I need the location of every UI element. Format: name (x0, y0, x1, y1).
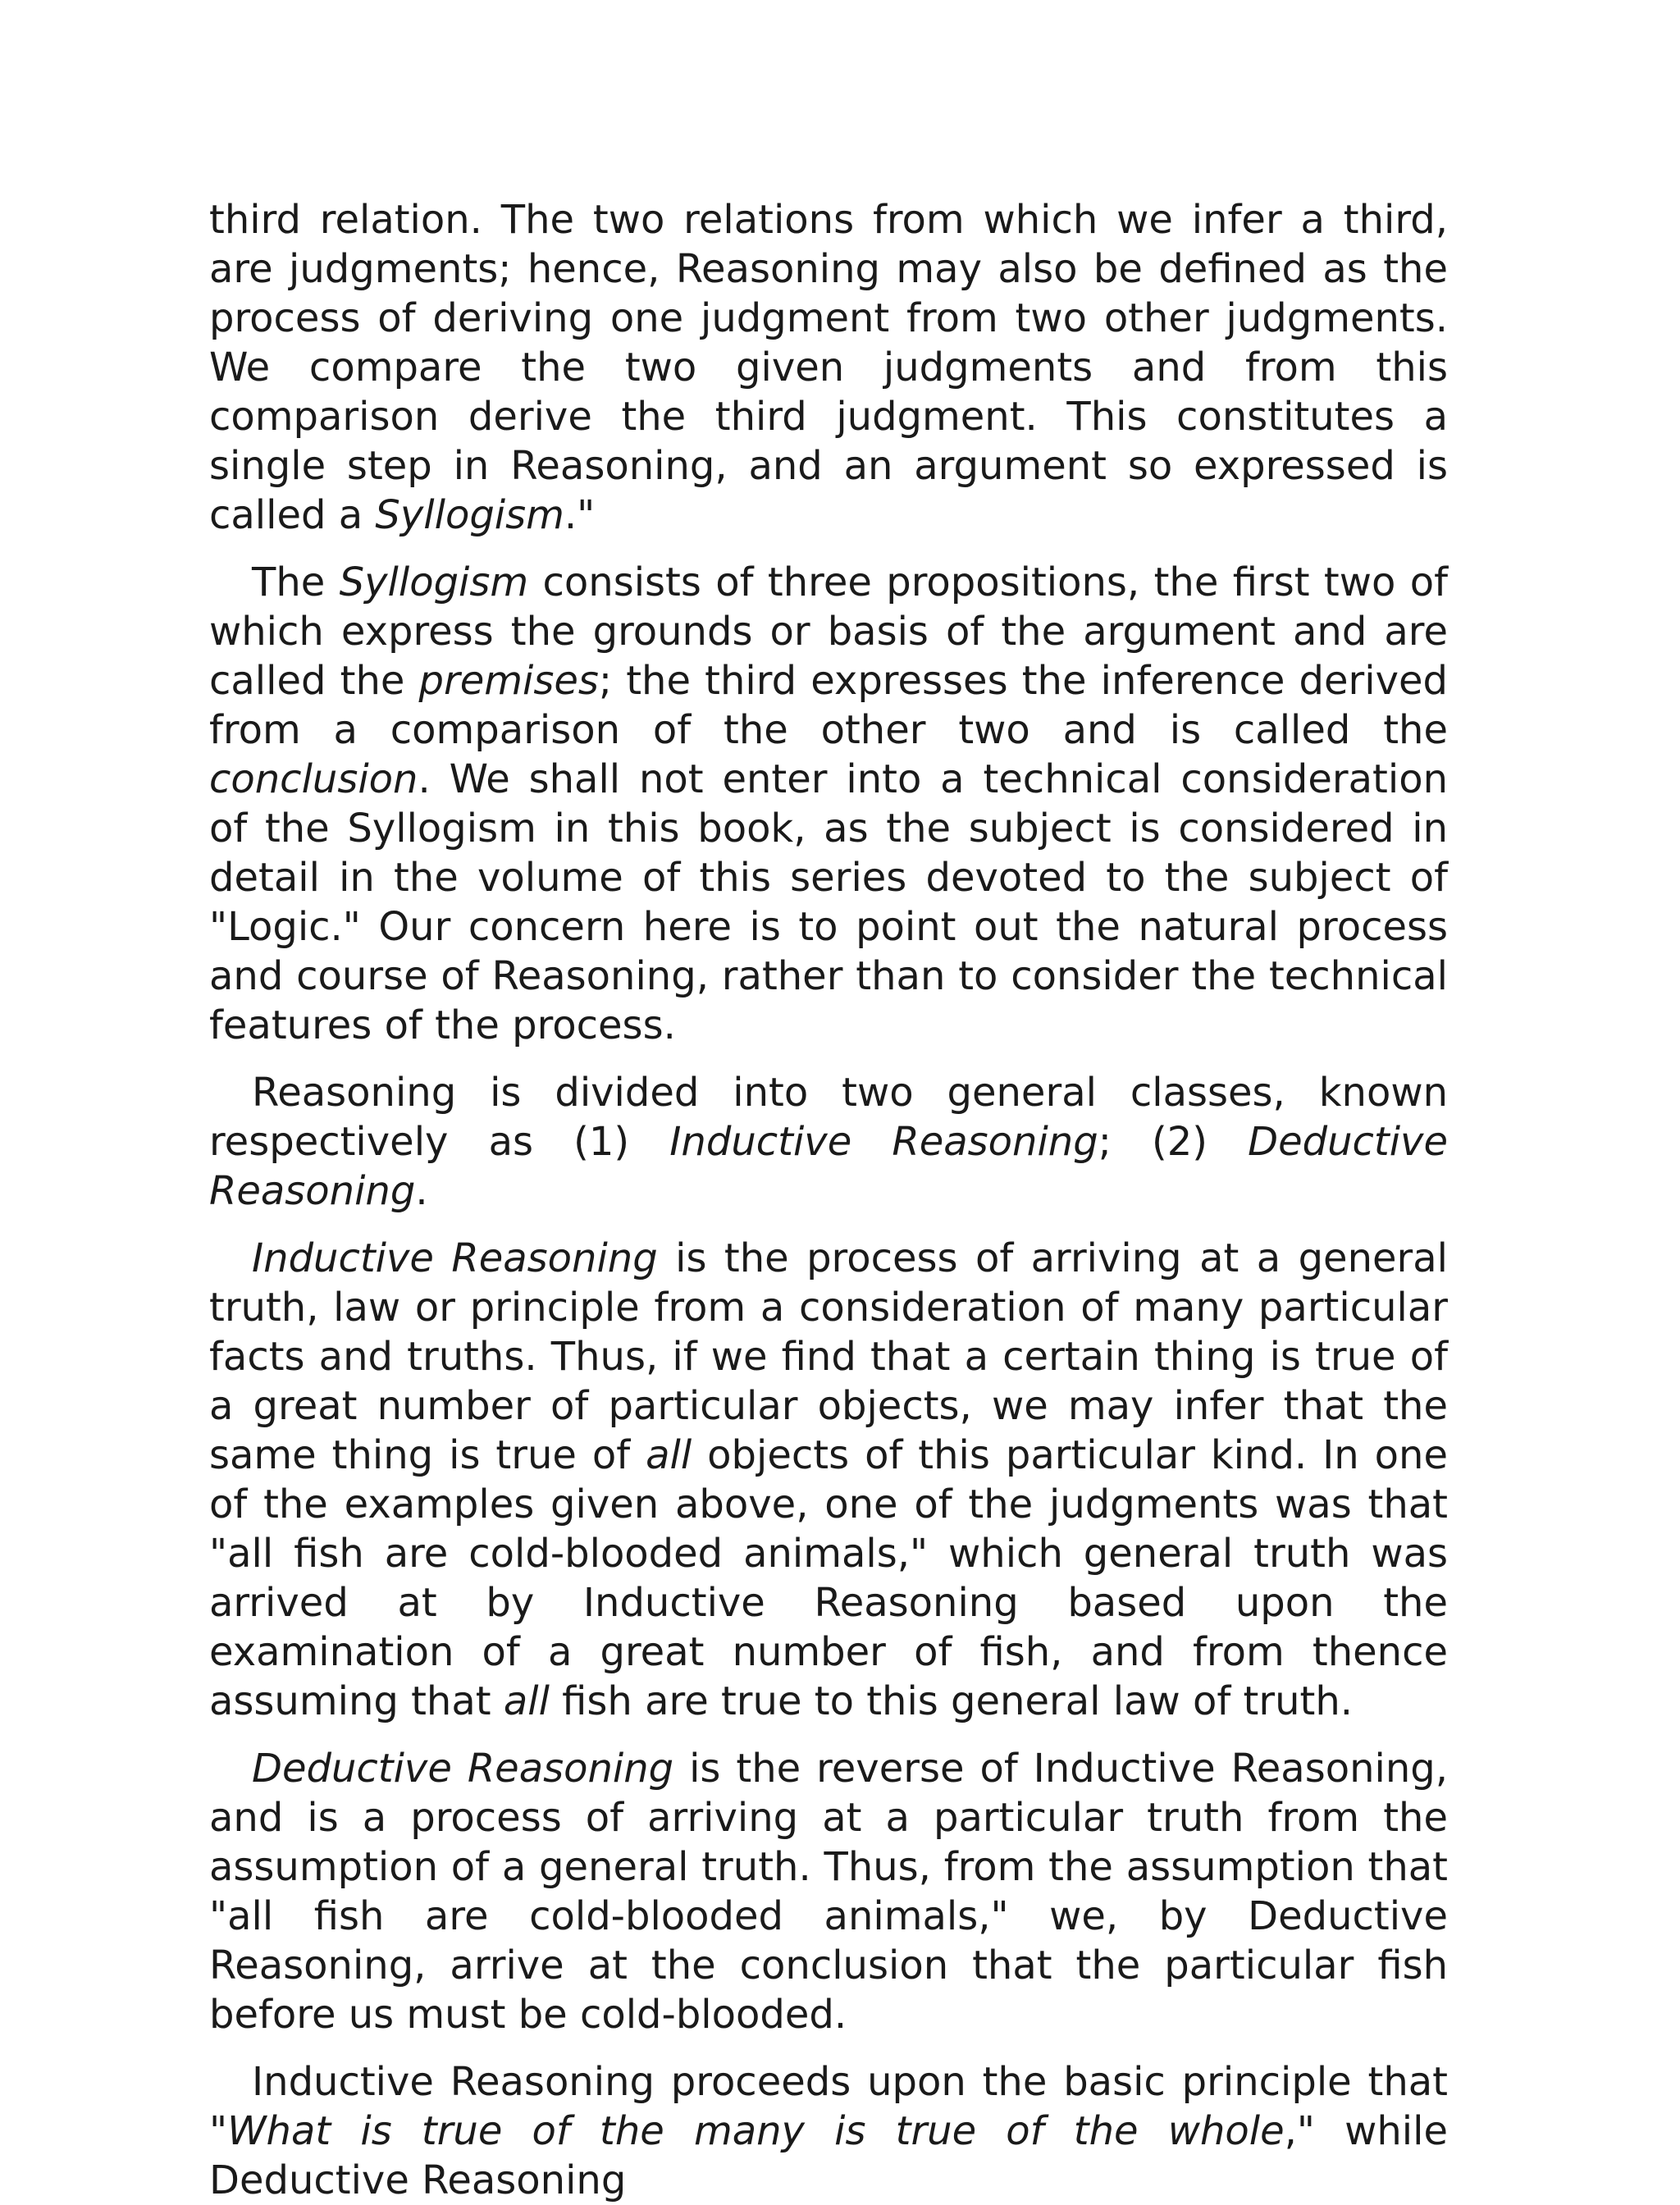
italic-term-deductive: Deductive Reasoning (252, 1746, 674, 1792)
italic-term-inductive: Inductive Reasoning (669, 1119, 1098, 1165)
italic-term-all: all (503, 1678, 550, 1724)
paragraph-reasoning-classes (209, 1068, 1448, 1216)
text-span: ." (564, 492, 596, 538)
text-span: . (415, 1168, 428, 1214)
document-page (209, 195, 1448, 2205)
paragraph-deductive-reasoning (209, 1744, 1448, 2039)
text-span: . We shall not enter into a technical consideration of the Syllogism in this book, as the subject is considered in detail in the volume of this series devoted to the subject of "Logic." Our concern here is to point out the natural process and course of Reasoning, rather than to consider the technical features of the process. (209, 756, 1448, 1048)
text-span: is the process of arriving at a general truth, law or principle from a consideration of many particular facts and truths. Thus, if we find that a certain thing is true of a great number of particular objects, we may infer that the same thing is true of (209, 1235, 1449, 1478)
italic-term-deductive: Deductive Reasoning (209, 1119, 1448, 1214)
text-span: ; (2) (1098, 1119, 1249, 1165)
paragraph-syllogism-definition (209, 558, 1448, 1050)
text-span: The (252, 559, 340, 605)
italic-term-conclusion: conclusion (209, 756, 418, 802)
text-span: Inductive Reasoning proceeds upon the basic principle that " (209, 2059, 1448, 2154)
text-span: ," while Deductive Reasoning (209, 2108, 1448, 2203)
text-span: is the reverse of Inductive Reasoning, and is a process of arriving at a particular truth from the assumption of a general truth. Thus, from the assumption that "all fish are cold-blooded animals," we, by Deductive Reasoning, arrive at the conclusion that the particular fish before us must be cold-blooded. (209, 1746, 1448, 2038)
text-span: ; the third expresses the inference derived from a comparison of the other two and is called the (209, 658, 1449, 753)
italic-term-premises: premises (418, 658, 599, 704)
italic-term-syllogism: Syllogism (375, 492, 564, 538)
paragraph-basic-principle (209, 2057, 1448, 2205)
text-span: third relation. The two relations from which we infer a third, are judgments; hence, Reasoning may also be defined as the process of deriving one judgment from two other judgments. We compare the two given judgments and from this comparison derive the third judgment. This constitutes a single step in Reasoning, and an argument so expressed is called a (209, 197, 1448, 538)
italic-term-all: all (646, 1432, 692, 1478)
text-span: fish are true to this general law of truth. (549, 1678, 1353, 1724)
text-span: objects of this particular kind. In one of the examples given above, one of the judgments was that "all fish are cold-blooded animals," which general truth was arrived at by Inductive Reasoning based upon the examination of a great number of fish, and from thence assuming that (209, 1432, 1448, 1724)
text-span: Reasoning is divided into two general classes, known respectively as (1) (209, 1070, 1448, 1165)
italic-principle-quote: What is true of the many is true of the whole (227, 2108, 1285, 2154)
italic-term-syllogism: Syllogism (339, 559, 529, 605)
paragraph-inductive-reasoning (209, 1234, 1448, 1726)
paragraph-syllogism-intro (209, 195, 1448, 540)
italic-term-inductive: Inductive Reasoning (252, 1235, 658, 1281)
text-span: consists of three propositions, the first two of which express the grounds or basis of the argument and are called the (209, 559, 1448, 704)
